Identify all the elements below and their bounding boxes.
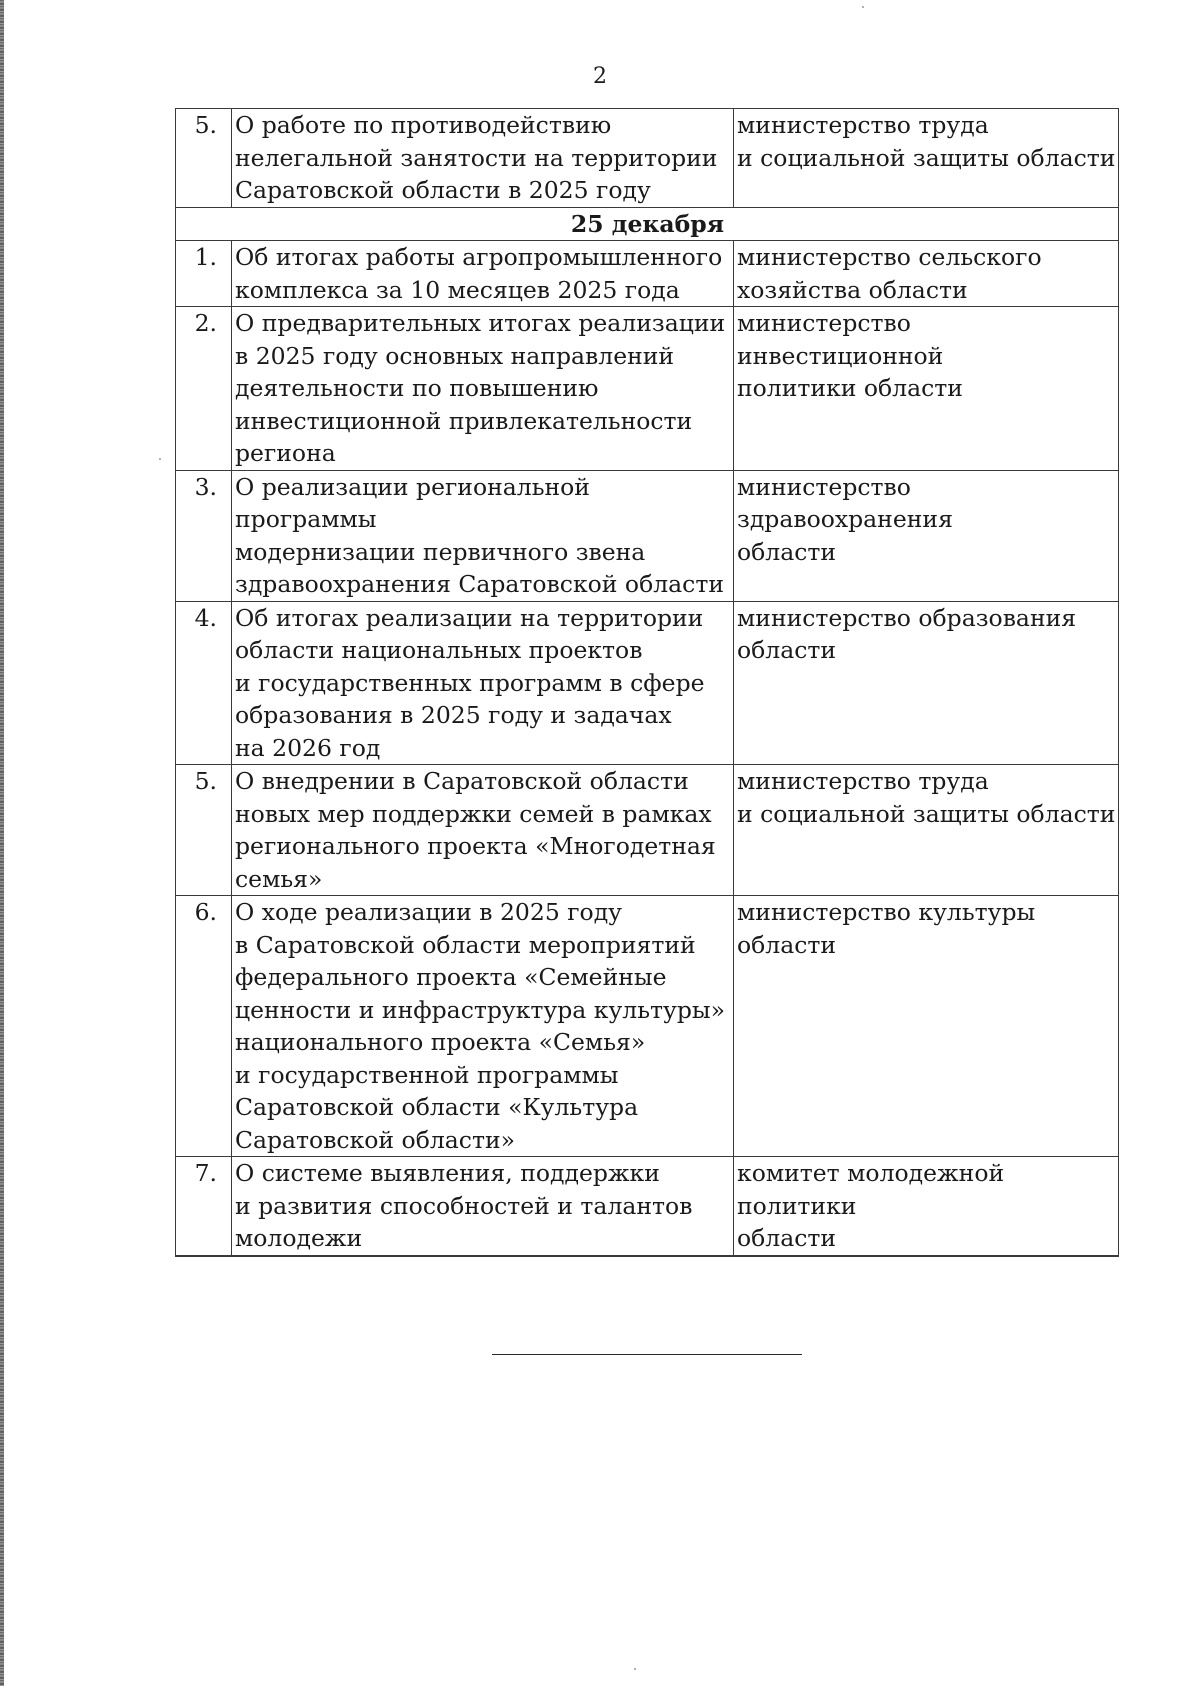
table-row <box>176 241 1119 307</box>
item-responsible: министерство труда и социальной защиты области <box>734 765 1119 896</box>
item-responsible: министерство сельского хозяйства области <box>734 241 1119 307</box>
item-number: 3. <box>176 470 232 601</box>
table-row <box>176 601 1119 765</box>
item-responsible: министерство здравоохранения области <box>734 470 1119 601</box>
item-number: 5. <box>176 765 232 896</box>
table-row <box>176 470 1119 601</box>
item-topic: Об итогах реализации на территории области национальных проектов и государственных программ в сфере образования в 2025 году и задачах на 2026 год <box>232 601 734 765</box>
item-responsible <box>734 1255 1119 1256</box>
agenda-table <box>175 108 1119 1257</box>
table-row <box>176 765 1119 896</box>
table-row <box>176 896 1119 1157</box>
table-row <box>176 1255 1119 1256</box>
date-row <box>176 207 1119 241</box>
section-date: 25 декабря <box>176 207 1119 241</box>
item-topic: О реализации региональной программы модернизации первичного звена здравоохранения Саратовской области <box>232 470 734 601</box>
table-row <box>176 307 1119 471</box>
item-topic: О предварительных итогах реализации в 2025 году основных направлений деятельности по повышению инвестиционной привлекательности региона <box>232 307 734 471</box>
closing-rule <box>492 1354 802 1355</box>
item-number: 5. <box>176 109 232 208</box>
item-number: 4. <box>176 601 232 765</box>
item-topic: О системе выявления, поддержки и развития способностей и талантов молодежи <box>232 1157 734 1256</box>
item-topic <box>232 1255 734 1256</box>
item-number: 7. <box>176 1157 232 1256</box>
item-responsible: комитет молодежной политики области <box>734 1157 1119 1256</box>
item-number: 6. <box>176 896 232 1157</box>
item-responsible: министерство образования области <box>734 601 1119 765</box>
scan-speck <box>862 6 864 8</box>
page-number: 2 <box>593 64 607 89</box>
item-number: 2. <box>176 307 232 471</box>
item-topic: О ходе реализации в 2025 году в Саратовской области мероприятий федерального проекта «Семейные ценности и инфраструктура культуры» национального проекта «Семья» и государственной программы Саратовской области «Культура Саратовской области» <box>232 896 734 1157</box>
scan-speck <box>159 458 161 460</box>
item-responsible: министерство инвестиционной политики области <box>734 307 1119 471</box>
scan-edge <box>0 0 4 1686</box>
item-number: 1. <box>176 241 232 307</box>
scan-speck <box>634 1668 636 1670</box>
item-number <box>176 1255 232 1256</box>
item-topic: О внедрении в Саратовской области новых мер поддержки семей в рамках регионального проекта «Многодетная семья» <box>232 765 734 896</box>
item-responsible: министерство культуры области <box>734 896 1119 1157</box>
item-topic: Об итогах работы агропромышленного комплекса за 10 месяцев 2025 года <box>232 241 734 307</box>
item-responsible: министерство труда и социальной защиты области <box>734 109 1119 208</box>
item-topic: О работе по противодействию нелегальной занятости на территории Саратовской области в 2025 году <box>232 109 734 208</box>
table-row <box>176 109 1119 208</box>
table-row <box>176 1157 1119 1256</box>
